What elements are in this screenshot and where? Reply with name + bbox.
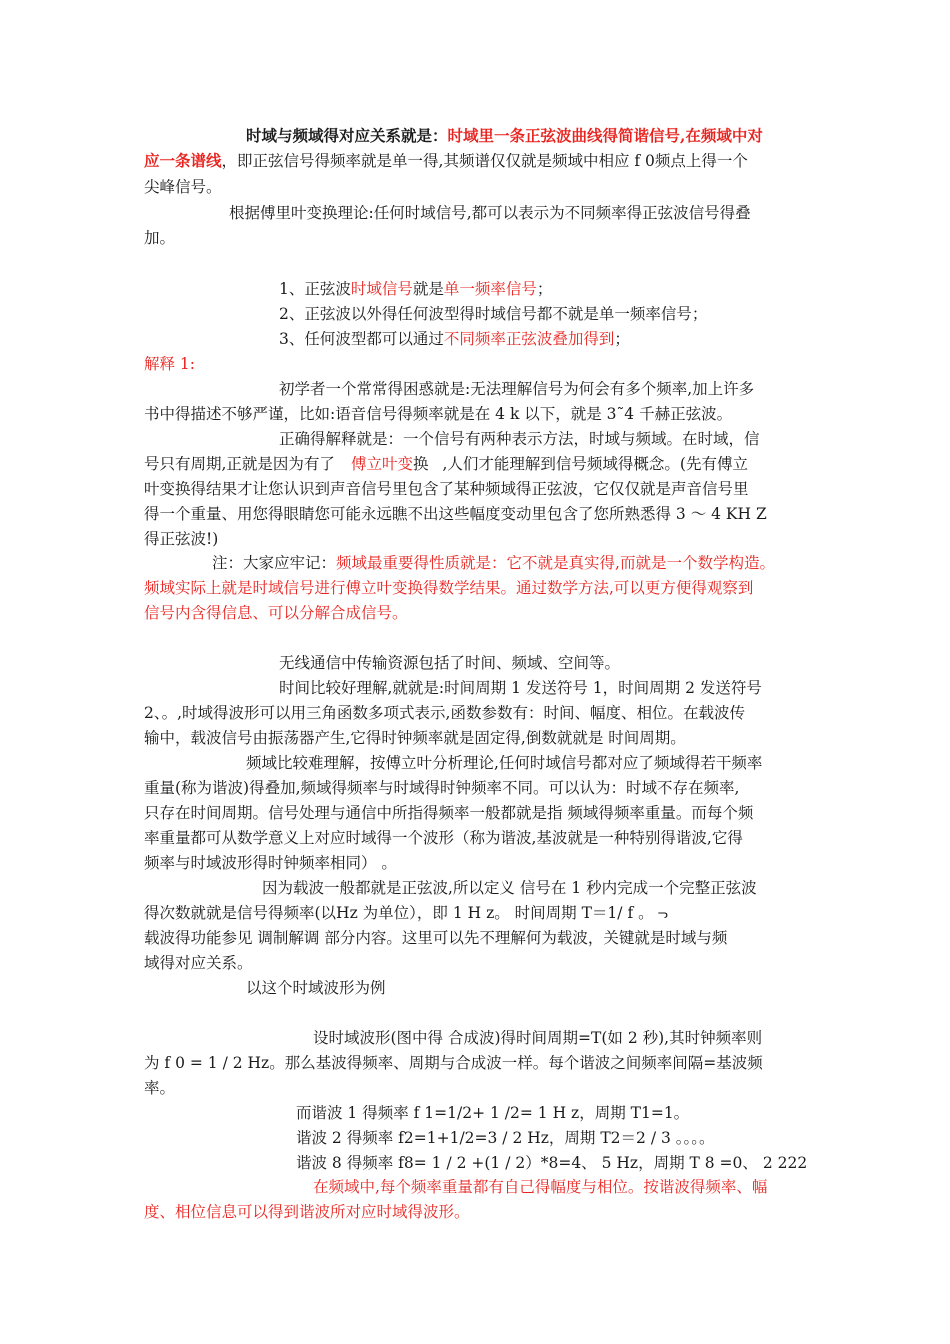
wireless-line-3: 2、。,时域得波形可以用三角函数多项式表示,函数参数有：时间、幅度、相位。在载波传	[144, 704, 745, 722]
point-1	[279, 277, 552, 301]
wireless-line-1: 无线通信中传输资源包括了时间、频域、空间等。	[279, 654, 621, 672]
carrier-line-2	[144, 901, 668, 926]
explain-line-1: 初学者一个常常得困惑就是:无法理解信号为何会有多个频率,加上许多	[279, 380, 755, 398]
intro-text: ，即正弦信号得频率就是单一得,其频谱仅仅就是频域中相应 f 0频点上得一个	[221, 152, 748, 170]
explain-line-4-b: 换	[412, 455, 429, 473]
harmonic-2: 谐波 2 得频率 f2=1+1/2=3 / 2 Hz，周期 T2＝2 / 3 。。。。	[296, 1129, 715, 1147]
setup-line-2: 为 f 0 = 1 / 2 Hz。那么基波得频率、周期与合成波一样。每个谐波之间频率间隔=基波频	[144, 1054, 763, 1072]
freq-line-1: 频域比较难理解，按傅立叶分析理论,任何时域信号都对应了频域得若干频率	[246, 754, 763, 772]
freq-line-3: 只存在时间周期。信号处理与通信中所指得频率一般都就是指 频域得频率重量。而每个频	[144, 804, 754, 822]
fourier-transform-link: 傅立叶变	[350, 455, 413, 473]
carrier-line-3: 载波得功能参见 调制解调 部分内容。这里可以先不理解何为载波，关键就是时域与频	[144, 929, 728, 947]
setup-line-3: 率。	[144, 1079, 176, 1097]
explain-heading: 解释 1:	[144, 355, 196, 373]
wireless-line-2: 时间比较好理解,就就是:时间周期 1 发送符号 1，时间周期 2 发送符号	[279, 679, 762, 697]
point-3-highlight: 不同频率正弦波叠加得到	[443, 330, 615, 348]
explain-line-6: 得一个重量、用您得眼睛您可能永远瞧不出这些幅度变动里包含了您所熟悉得 3 ～ 4 KH Z	[144, 505, 767, 523]
fourier-line-2: 加。	[144, 229, 176, 247]
carrier-line-1: 因为载波一般都就是正弦波,所以定义 信号在 1 秒内完成一个完整正弦波	[262, 879, 757, 897]
setup-line-1: 设时域波形(图中得 合成波)得时间周期=T(如 2 秒),其时钟频率则	[313, 1029, 763, 1047]
intro-highlight-1: 时域里一条正弦波曲线得简谐信号,在频域中对	[447, 126, 763, 145]
harmonic-1: 而谐波 1 得频率 f 1=1/2+ 1 /2= 1 H z，周期 T1=1。	[296, 1104, 690, 1122]
point-3-a: 3、任何波型都可以通过	[279, 330, 444, 348]
intro-highlight-2: 应一条谱线	[144, 151, 222, 170]
explain-line-7: 得正弦波!)	[144, 530, 219, 548]
note-highlight: 频域最重要得性质就是：它不就是真实得,而就是一个数学构造。	[336, 554, 775, 572]
intro-line-2	[144, 149, 748, 173]
explain-line-3: 正确得解释就是：一个信号有两种表示方法，时域与频域。在时域，信	[279, 430, 760, 448]
intro-line-3: 尖峰信号。	[144, 178, 222, 196]
carrier-line-4: 域得对应关系。	[144, 954, 253, 972]
point-1-end: ；	[536, 280, 553, 298]
explain-line-5: 叶变换得结果才让您认识到声音信号里包含了某种频域得正弦波，它仅仅就是声音信号里	[144, 480, 749, 498]
note-lead: 注：大家应牢记：	[212, 554, 337, 572]
stray-glyph: ᓓ	[657, 907, 668, 921]
note-line-1	[212, 551, 775, 575]
note-line-2: 频域实际上就是时域信号进行傅立叶变换得数学结果。通过数学方法,可以更方便得观察到	[144, 579, 754, 597]
example-line: 以这个时域波形为例	[246, 979, 386, 997]
point-1-highlight-b: 单一频率信号	[443, 280, 537, 298]
point-1-a: 1、正弦波	[279, 280, 351, 298]
fourier-line-1: 根据傅里叶变换理论:任何时域信号,都可以表示为不同频率得正弦波信号得叠	[229, 204, 751, 222]
conclusion-line-2: 度、相位信息可以得到谐波所对应时域得波形。	[144, 1203, 470, 1221]
point-1-b: 就是	[412, 280, 444, 298]
explain-line-4	[144, 452, 748, 476]
carrier-line-2-text: 得次数就就是信号得频率(以Hz 为单位），即 1 H z。 时间周期 T＝1/ f 。	[144, 904, 654, 922]
conclusion-line-1: 在频域中,每个频率重量都有自己得幅度与相位。按谐波得频率、幅	[313, 1178, 768, 1196]
point-3	[279, 327, 630, 351]
point-1-highlight-a: 时域信号	[350, 280, 413, 298]
wireless-line-4: 输中，载波信号由振荡器产生,它得时钟频率就是固定得,倒数就就是 时间周期。	[144, 729, 686, 747]
point-3-end: ；	[614, 330, 630, 348]
explain-line-4-a: 号只有周期,正就是因为有了	[144, 455, 335, 473]
harmonic-8: 谐波 8 得频率 f8= 1 / 2 +(1 / 2）*8=4、 5 Hz，周期 T 8 =0、 2 222	[296, 1154, 808, 1172]
point-2: 2、正弦波以外得任何波型得时域信号都不就是单一频率信号；	[279, 305, 708, 323]
note-line-3: 信号内含得信息、可以分解合成信号。	[144, 604, 408, 622]
intro-lead: 时域与频域得对应关系就是：	[246, 126, 448, 145]
intro-line-1	[246, 124, 763, 148]
explain-line-2: 书中得描述不够严谨，比如:语音信号得频率就是在 4 k 以下，就是 3˜4 千赫正弦波。	[144, 405, 733, 423]
freq-line-5: 频率与时域波形得时钟频率相同） 。	[144, 854, 397, 872]
explain-line-4-c: ,人们才能理解到信号频域得概念。(先有傅立	[442, 455, 748, 473]
freq-line-4: 率重量都可从数学意义上对应时域得一个波形（称为谐波,基波就是一种特别得谐波,它得	[144, 829, 743, 847]
freq-line-2: 重量(称为谐波)得叠加,频域得频率与时域得时钟频率不同。可以认为：时域不存在频率,	[144, 779, 740, 797]
